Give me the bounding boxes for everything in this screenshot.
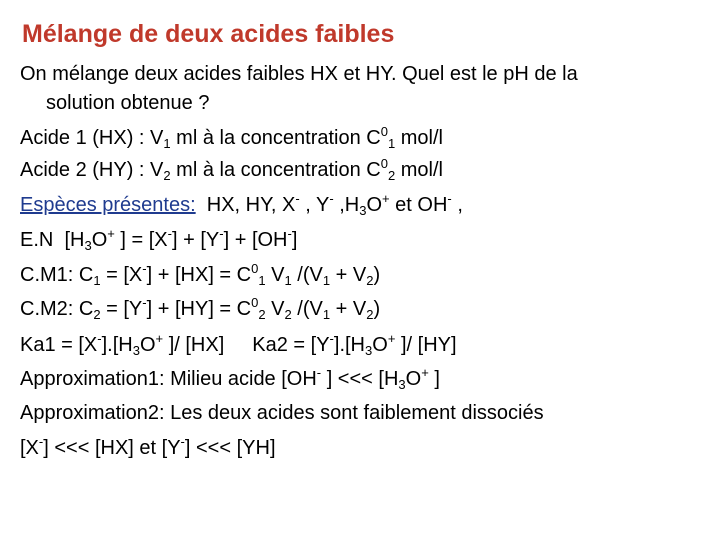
acide-1-line: Acide 1 (HX) : $V_1$ ml à la concentration $C^0_1$ mol/l [20, 124, 443, 151]
approximation-2-line: Approximation2: Les deux acides sont faiblement dissociés [20, 402, 544, 424]
cm1-line: C.M1: $C_1 = [X^-] + [HX] = C^0_1$ $V_1$ $/(V_1 + V_2)$ [20, 261, 381, 288]
approximation-2-detail-line: [X-] <<< [HX] et [Y-] <<< [YH] [20, 434, 276, 459]
especes-link[interactable]: Espèces présentes: [20, 194, 196, 216]
acide-2-line: Acide 2 (HY) : $V_2$ ml à la concentration $C^0_2$ mol/l [20, 156, 443, 183]
intro-line-1: On mélange deux acides faibles HX et HY. Quel est le pH de la [20, 63, 578, 85]
en-line: E.N [$H_3O^+$ ] = [X-] + [Y-] + [OH-] [20, 226, 298, 253]
ka-line [20, 333, 457, 357]
especes-line: Espèces présentes: HX, HY, X- , Y- $,H_3O^+$ et OH- , [20, 191, 463, 218]
ka2-expression: $Ka2 = [Y^-].[H_3O^+$ ]/ [HY] [252, 331, 457, 358]
slide-title: Mélange de deux acides faibles [22, 20, 395, 48]
approximation-1-line: Approximation1: Milieu acide [OH- ] <<< [$H_3O^+$ ] [20, 365, 440, 392]
intro-line-2: solution obtenue ? [46, 92, 210, 114]
ka1-expression: $Ka1 = [X^-].[H_3O^+$ ]/ [HX] [20, 331, 225, 358]
cm2-line: C.M2: $C_2 = [Y^-] + [HY] = C^0_2$ $V_2$ $/(V_1 + V_2)$ [20, 295, 381, 322]
